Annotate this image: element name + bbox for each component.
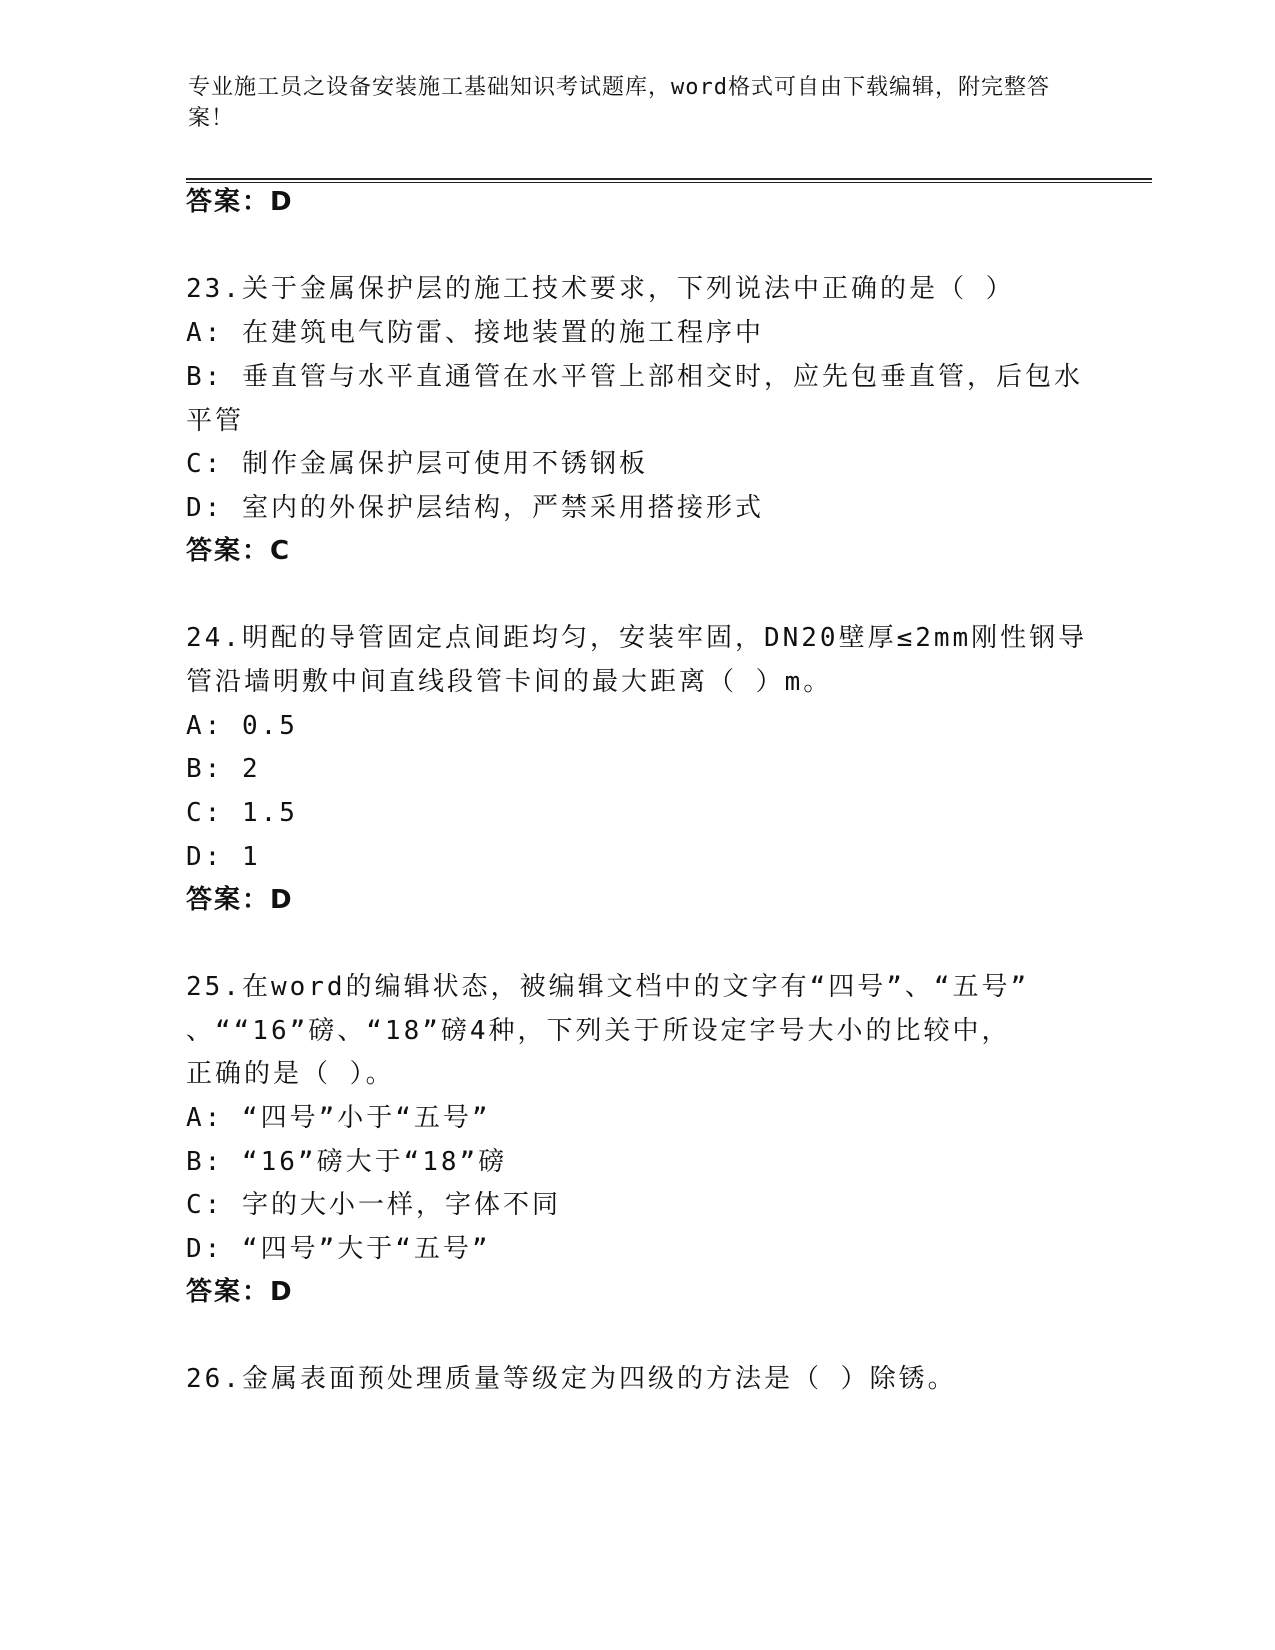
answer-22: 答案：D <box>186 187 294 217</box>
question-23-option-c: C: 制作金属保护层可使用不锈钢板 <box>186 449 648 479</box>
question-26-stem: 26.金属表面预处理质量等级定为四级的方法是（ ）除锈。 <box>186 1364 957 1394</box>
question-24-option-b: B: 2 <box>186 754 261 784</box>
question-23-option-b-line2: 平管 <box>186 406 245 436</box>
header-divider-thin <box>186 182 1152 183</box>
question-25-option-c: C: 字的大小一样，字体不同 <box>186 1190 561 1220</box>
question-23-option-b-line1: B: 垂直管与水平直通管在水平管上部相交时，应先包垂直管，后包水 <box>186 362 1083 392</box>
header-divider-thick <box>186 178 1152 180</box>
question-25-stem-line1: 25.在word的编辑状态，被编辑文档中的文字有“四号”、“五号” <box>186 972 1030 1002</box>
answer-25: 答案：D <box>186 1277 294 1307</box>
question-25-option-d: D: “四号”大于“五号” <box>186 1234 491 1264</box>
answer-23: 答案：C <box>186 536 292 566</box>
question-25-stem-line3: 正确的是（ ）。 <box>186 1059 395 1089</box>
question-25-stem-line2: 、““16”磅、“18”磅4种，下列关于所设定字号大小的比较中， <box>186 1016 1011 1046</box>
question-24-stem-line2: 管沿墙明敷中间直线段管卡间的最大距离（ ）m。 <box>186 667 833 697</box>
question-23-option-a: A: 在建筑电气防雷、接地装置的施工程序中 <box>186 318 764 348</box>
document-header: 专业施工员之设备安装施工基础知识考试题库，word格式可自由下载编辑，附完整答案！ <box>188 75 1050 131</box>
question-25-option-a: A: “四号”小于“五号” <box>186 1103 491 1133</box>
question-24-option-a: A: 0.5 <box>186 711 298 741</box>
question-23-stem: 23.关于金属保护层的施工技术要求，下列说法中正确的是（ ） <box>186 274 1015 304</box>
question-24-option-d: D: 1 <box>186 842 261 872</box>
answer-24: 答案：D <box>186 885 294 915</box>
question-23-option-d: D: 室内的外保护层结构，严禁采用搭接形式 <box>186 493 764 523</box>
question-24-stem-line1: 24.明配的导管固定点间距均匀，安装牢固，DN20壁厚≤2mm刚性钢导 <box>186 623 1088 653</box>
question-25-option-b: B: “16”磅大于“18”磅 <box>186 1147 508 1177</box>
question-24-option-c: C: 1.5 <box>186 798 298 828</box>
